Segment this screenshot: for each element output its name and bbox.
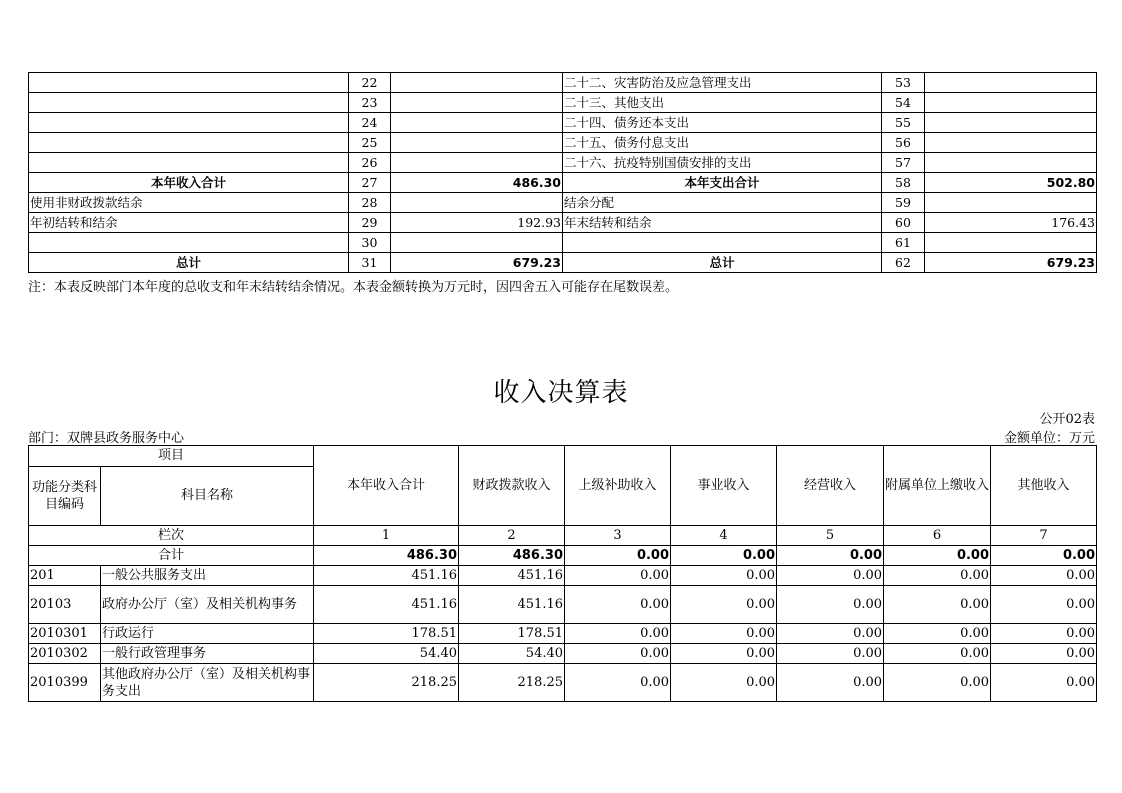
left-label	[29, 133, 349, 153]
amount-cell: 178.51	[459, 624, 565, 644]
left-amount	[391, 133, 563, 153]
right-line-number: 58	[882, 173, 925, 193]
subject-code: 2010399	[29, 664, 101, 702]
left-amount	[391, 73, 563, 93]
amount-cell: 178.51	[314, 624, 459, 644]
subject-name: 其他政府办公厅（室）及相关机构事务支出	[101, 664, 314, 702]
table-row	[29, 644, 1097, 664]
right-line-number: 55	[882, 113, 925, 133]
total-value: 0.00	[777, 546, 884, 566]
subject-code: 2010301	[29, 624, 101, 644]
left-label: 本年收入合计	[29, 173, 349, 193]
amount-cell: 451.16	[459, 586, 565, 624]
left-amount	[391, 153, 563, 173]
right-amount: 679.23	[925, 253, 1097, 273]
amount-cell: 218.25	[314, 664, 459, 702]
left-line-number: 26	[349, 153, 391, 173]
amount-cell: 0.00	[991, 644, 1097, 664]
table-row	[29, 213, 1097, 233]
amount-cell: 0.00	[565, 644, 671, 664]
table-row	[29, 233, 1097, 253]
right-amount	[925, 93, 1097, 113]
unit-label: 金额单位：万元	[1003, 431, 1095, 446]
right-amount: 502.80	[925, 173, 1097, 193]
right-label: 二十五、债务付息支出	[563, 133, 882, 153]
amount-cell: 0.00	[777, 586, 884, 624]
left-amount: 679.23	[391, 253, 563, 273]
left-label	[29, 113, 349, 133]
header-col-5: 经营收入	[777, 446, 884, 526]
amount-cell: 0.00	[991, 664, 1097, 702]
header-col-2: 财政拨款收入	[459, 446, 565, 526]
right-label: 二十四、债务还本支出	[563, 113, 882, 133]
table-row	[29, 73, 1097, 93]
amount-cell: 0.00	[884, 664, 991, 702]
right-amount	[925, 113, 1097, 133]
right-amount: 176.43	[925, 213, 1097, 233]
left-label: 年初结转和结余	[29, 213, 349, 233]
amount-cell: 0.00	[565, 566, 671, 586]
table-row	[29, 113, 1097, 133]
amount-cell: 0.00	[777, 624, 884, 644]
table-row	[29, 133, 1097, 153]
header-item: 项目	[29, 446, 314, 467]
right-line-number: 59	[882, 193, 925, 213]
amount-cell: 54.40	[459, 644, 565, 664]
right-amount	[925, 133, 1097, 153]
income-table	[28, 445, 1097, 702]
table-row	[29, 586, 1097, 624]
right-line-number: 54	[882, 93, 925, 113]
header-code: 功能分类科目编码	[29, 467, 101, 526]
left-line-number: 31	[349, 253, 391, 273]
amount-cell: 0.00	[884, 644, 991, 664]
right-line-number: 60	[882, 213, 925, 233]
total-value: 0.00	[671, 546, 777, 566]
left-label: 总计	[29, 253, 349, 273]
header-col-1: 本年收入合计	[314, 446, 459, 526]
header-col-6: 附属单位上缴收入	[884, 446, 991, 526]
amount-cell: 0.00	[777, 664, 884, 702]
left-line-number: 27	[349, 173, 391, 193]
left-line-number: 23	[349, 93, 391, 113]
page-title: 收入决算表	[493, 378, 629, 408]
right-label: 二十二、灾害防治及应急管理支出	[563, 73, 882, 93]
right-label: 本年支出合计	[563, 173, 882, 193]
left-label: 使用非财政拨款结余	[29, 193, 349, 213]
amount-cell: 0.00	[884, 624, 991, 644]
amount-cell: 0.00	[671, 566, 777, 586]
subject-code: 201	[29, 566, 101, 586]
department-label: 部门：双牌县政务服务中心	[28, 431, 185, 446]
subject-code: 20103	[29, 586, 101, 624]
total-value: 486.30	[314, 546, 459, 566]
left-amount	[391, 93, 563, 113]
header-col-7: 其他收入	[991, 446, 1097, 526]
amount-cell: 451.16	[314, 566, 459, 586]
amount-cell: 0.00	[565, 664, 671, 702]
total-value: 486.30	[459, 546, 565, 566]
col-number: 6	[884, 526, 991, 546]
subject-name: 一般行政管理事务	[101, 644, 314, 664]
table-row	[29, 193, 1097, 213]
right-line-number: 53	[882, 73, 925, 93]
subject-name: 政府办公厅（室）及相关机构事务	[101, 586, 314, 624]
form-number: 公开02表	[1039, 412, 1095, 427]
left-amount: 486.30	[391, 173, 563, 193]
amount-cell: 0.00	[777, 566, 884, 586]
col-number: 5	[777, 526, 884, 546]
col-number: 7	[991, 526, 1097, 546]
amount-cell: 451.16	[314, 586, 459, 624]
summary-table	[28, 72, 1097, 273]
amount-cell: 54.40	[314, 644, 459, 664]
left-amount	[391, 193, 563, 213]
table-row	[29, 153, 1097, 173]
left-label	[29, 233, 349, 253]
right-label: 二十三、其他支出	[563, 93, 882, 113]
right-label: 年末结转和结余	[563, 213, 882, 233]
right-label: 二十六、抗疫特别国债安排的支出	[563, 153, 882, 173]
amount-cell: 0.00	[671, 644, 777, 664]
amount-cell: 0.00	[777, 644, 884, 664]
header-name: 科目名称	[101, 467, 314, 526]
right-label	[563, 233, 882, 253]
right-amount	[925, 233, 1097, 253]
amount-cell: 0.00	[565, 586, 671, 624]
left-line-number: 24	[349, 113, 391, 133]
amount-cell: 218.25	[459, 664, 565, 702]
total-value: 0.00	[565, 546, 671, 566]
left-amount	[391, 233, 563, 253]
subject-code: 2010302	[29, 644, 101, 664]
amount-cell: 0.00	[991, 624, 1097, 644]
amount-cell: 0.00	[671, 664, 777, 702]
total-value: 0.00	[991, 546, 1097, 566]
table-row	[29, 253, 1097, 273]
col-number-label: 栏次	[29, 526, 314, 546]
table-row	[29, 624, 1097, 644]
amount-cell: 0.00	[884, 586, 991, 624]
left-label	[29, 153, 349, 173]
col-number: 4	[671, 526, 777, 546]
amount-cell: 0.00	[991, 586, 1097, 624]
left-line-number: 29	[349, 213, 391, 233]
right-amount	[925, 193, 1097, 213]
right-amount	[925, 73, 1097, 93]
total-value: 0.00	[884, 546, 991, 566]
table-row	[29, 566, 1097, 586]
total-row	[29, 546, 1097, 566]
left-line-number: 25	[349, 133, 391, 153]
header-col-4: 事业收入	[671, 446, 777, 526]
right-label: 总计	[563, 253, 882, 273]
left-line-number: 30	[349, 233, 391, 253]
left-line-number: 28	[349, 193, 391, 213]
right-line-number: 56	[882, 133, 925, 153]
left-amount: 192.93	[391, 213, 563, 233]
right-amount	[925, 153, 1097, 173]
left-label	[29, 73, 349, 93]
amount-cell: 0.00	[565, 624, 671, 644]
amount-cell: 451.16	[459, 566, 565, 586]
subject-name: 一般公共服务支出	[101, 566, 314, 586]
table-row	[29, 93, 1097, 113]
right-label: 结余分配	[563, 193, 882, 213]
col-number: 2	[459, 526, 565, 546]
header-col-3: 上级补助收入	[565, 446, 671, 526]
total-label: 合计	[29, 546, 314, 566]
col-number: 1	[314, 526, 459, 546]
col-number: 3	[565, 526, 671, 546]
subject-name: 行政运行	[101, 624, 314, 644]
left-label	[29, 93, 349, 113]
left-line-number: 22	[349, 73, 391, 93]
amount-cell: 0.00	[884, 566, 991, 586]
left-amount	[391, 113, 563, 133]
table-row	[29, 664, 1097, 702]
right-line-number: 61	[882, 233, 925, 253]
amount-cell: 0.00	[991, 566, 1097, 586]
amount-cell: 0.00	[671, 624, 777, 644]
table-row	[29, 173, 1097, 193]
amount-cell: 0.00	[671, 586, 777, 624]
table-note: 注：本表反映部门本年度的总收支和年末结转结余情况。本表金额转换为万元时，因四舍五入可能存在尾数误差。	[28, 280, 679, 295]
right-line-number: 62	[882, 253, 925, 273]
right-line-number: 57	[882, 153, 925, 173]
